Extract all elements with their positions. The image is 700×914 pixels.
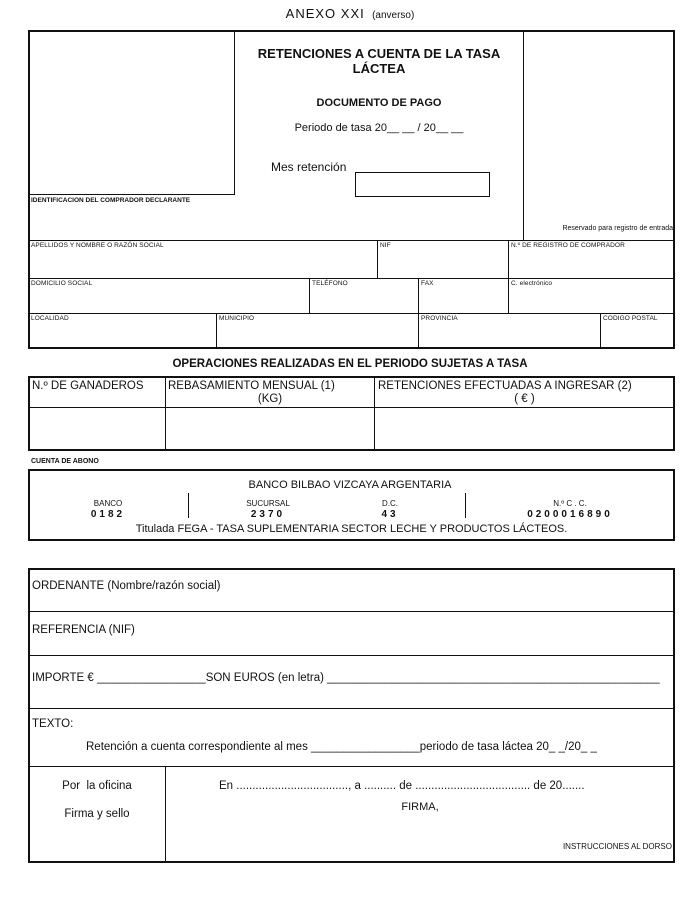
- fecha-field[interactable]: En ..................................., a .......... de .................................... de 20.......: [219, 780, 585, 792]
- dc-label: D.C.: [382, 499, 398, 508]
- buyer-identification-label: IDENTIFICACION DEL COMPRADOR DECLARANTE: [31, 197, 191, 204]
- field-nif[interactable]: NIF: [380, 242, 391, 249]
- sucursal-label: SUCURSAL: [246, 499, 290, 508]
- col-rebasamiento-label: REBASAMIENTO MENSUAL (1): [168, 380, 335, 392]
- col-ganaderos: N.º DE GANADEROS: [32, 380, 144, 392]
- account-holder: Titulada FEGA - TASA SUPLEMENTARIA SECTOR LECHE Y PRODUCTOS LÁCTEOS.: [135, 523, 568, 535]
- dc-value: 43: [381, 509, 399, 520]
- firma-label: FIRMA,: [401, 801, 439, 813]
- form-title: RETENCIONES A CUENTA DE LA TASA LÁCTEA: [257, 46, 501, 76]
- banco-label: BANCO: [93, 499, 123, 508]
- input-retenciones[interactable]: [376, 409, 673, 449]
- input-rebasamiento[interactable]: [167, 409, 373, 449]
- tax-period: Periodo de tasa 20__ __ / 20__ __: [294, 122, 464, 134]
- field-domicilio[interactable]: DOMICILIO SOCIAL: [31, 280, 93, 287]
- field-municipio[interactable]: MUNICIPIO: [219, 315, 255, 322]
- col-retenciones: RETENCIONES EFECTUADAS A INGRESAR (2): [378, 380, 632, 392]
- bank-name: BANCO BILBAO VIZCAYA ARGENTARIA: [248, 479, 452, 491]
- field-email[interactable]: C. electrónico: [511, 280, 553, 287]
- firma-sello-label: Firma y sello: [64, 808, 130, 820]
- sucursal-value: 2370: [250, 509, 286, 520]
- input-ganaderos[interactable]: [30, 409, 164, 449]
- texto-label: TEXTO:: [32, 718, 74, 730]
- buyer-identification-box: [28, 30, 675, 349]
- banco-value: 0182: [90, 509, 126, 520]
- nc-label: N.º C . C.: [553, 499, 587, 508]
- oficina-label: Por la oficina: [62, 780, 132, 792]
- col-retenciones-unit: ( € ): [514, 393, 535, 405]
- document-type: DOCUMENTO DE PAGO: [316, 97, 442, 109]
- reserved-registry-label: Reservado para registro de entrada: [562, 225, 673, 232]
- annex-title: ANEXO XXI: [285, 6, 365, 21]
- retencion-text[interactable]: Retención a cuenta correspondiente al mes _________________periodo de tasa láctea 20_ _/20_ _: [86, 741, 597, 753]
- field-registro-comprador[interactable]: N.º DE REGISTRO DE COMPRADOR: [511, 242, 625, 249]
- field-apellidos[interactable]: APELLIDOS Y NOMBRE O RAZÓN SOCIAL: [31, 242, 164, 249]
- field-provincia[interactable]: PROVINCIA: [421, 315, 458, 322]
- referencia-field[interactable]: REFERENCIA (NIF): [32, 624, 135, 636]
- col-rebasamiento-unit: (KG): [257, 393, 283, 405]
- page-header: [0, 6, 700, 21]
- instrucciones-dorso: INSTRUCCIONES AL DORSO: [562, 842, 672, 851]
- annex-subtitle: (anverso): [372, 10, 415, 21]
- col-rebasamiento: [168, 380, 335, 392]
- field-fax[interactable]: FAX: [421, 280, 434, 287]
- importe-field[interactable]: IMPORTE € _________________SON EUROS (en letra) ____________________________________________________: [32, 672, 660, 684]
- retention-month-label: Mes retención: [271, 160, 347, 174]
- ordenante-field[interactable]: ORDENANTE (Nombre/razón social): [32, 580, 221, 592]
- nc-value: 0200016890: [527, 509, 613, 520]
- field-telefono[interactable]: TELÉFONO: [312, 280, 348, 287]
- field-localidad[interactable]: LOCALIDAD: [31, 315, 69, 322]
- account-label: CUENTA DE ABONO: [31, 458, 99, 465]
- field-codigo-postal[interactable]: CODIGO POSTAL: [603, 315, 658, 322]
- operations-heading: OPERACIONES REALIZADAS EN EL PERIODO SUJETAS A TASA: [172, 358, 528, 370]
- retention-month-field[interactable]: [355, 172, 490, 197]
